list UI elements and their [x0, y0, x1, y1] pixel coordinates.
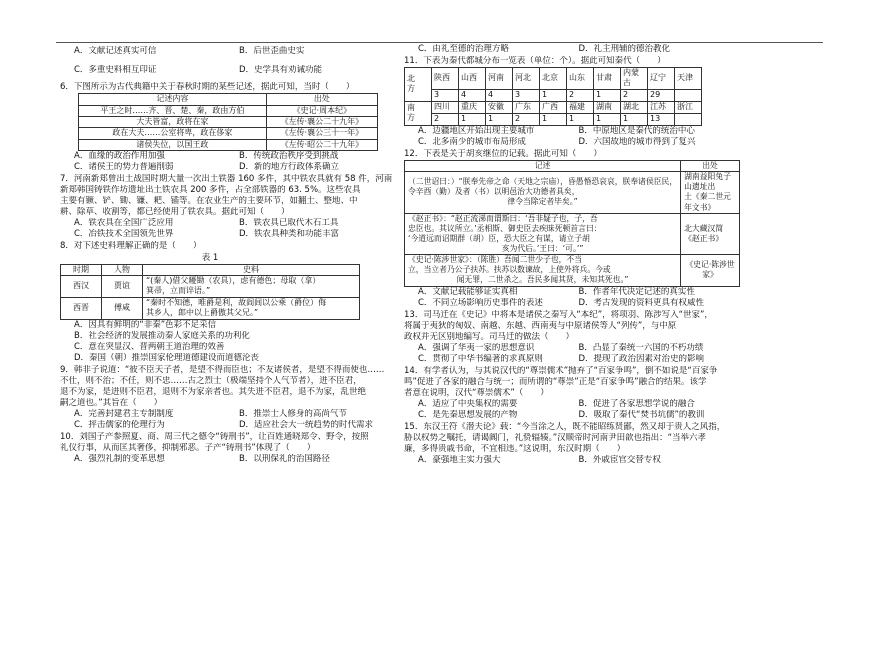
table-cell: 河北	[513, 68, 540, 90]
right-column	[404, 44, 739, 466]
table-cell: 2	[621, 89, 648, 101]
q5-options-row-2	[74, 65, 404, 76]
cell-line: 令辛酉（勤）及者（书）以明邑治大功德者具矣，	[408, 187, 580, 197]
q6-table-header-source: 出处	[266, 94, 377, 105]
q10-option-a[interactable]: A．强烈礼制的变革思想	[74, 454, 165, 465]
q9-stem-line: 退不为家，是进则不臣君，退则不为家亲者也。其失进不臣君，退不为家，乱世绝	[60, 386, 367, 397]
q11-options-row-2	[418, 137, 739, 148]
label-char: 南	[407, 102, 415, 112]
q5-option-d[interactable]: D．史学具有劝诫功能	[239, 65, 323, 76]
cell-line: 土《秦二世元年文书》	[684, 192, 731, 212]
q8-stem: 8．对下述史料理解正确的是（ ）	[60, 241, 202, 252]
q15-stem-line: 15．东汉王符《潜夫论》载：“今当涂之人，既不能昭练贤鄙，然又却于贵人之风指，	[404, 422, 726, 433]
q13-option-c[interactable]: C．贯彻了中华书编著的求真原则	[418, 353, 543, 364]
table-cell: 内蒙古	[621, 68, 648, 90]
table-cell: 29	[648, 89, 675, 101]
q10-option-c[interactable]: C．由礼至德的治理方略	[418, 44, 509, 54]
q14-options-row-2	[418, 410, 739, 421]
table-cell: 1	[594, 89, 621, 101]
q12-options-row-1	[418, 287, 739, 298]
table-cell: 1	[486, 113, 513, 125]
q7-stem-line: 主要有镢、铲、锄、镰、耙、锸等。在农业生产的主要环节，如翻土、整地、中	[60, 196, 358, 207]
q9-options-row-2	[74, 420, 404, 431]
table-cell: 辽宁	[648, 68, 675, 90]
cell-line: “(秦人)借父耰锄（农具），虑有德色；母取（拿）	[146, 275, 321, 285]
q13-option-b[interactable]: B．凸显了秦统一六国的不朽功绩	[578, 342, 704, 353]
q12-options-row-2	[418, 298, 739, 309]
table-cell: 安徽	[486, 101, 513, 113]
cell-line: （二世诏曰：）“朕奉先帝之命（天地之宗庙），昏愚惛恐哀哀，朕奉诸侯臣民，	[408, 177, 678, 187]
table-cell: 《左传·襄公二十九年》	[266, 116, 377, 127]
table-cell: 2	[432, 113, 459, 125]
q11-stem: 11．下表为秦代都城分布一览表（单位：个）。据此可知秦代（ ）	[404, 56, 666, 67]
q11-option-a[interactable]: A．边疆地区开始出现主要城市	[418, 125, 535, 136]
table-cell: 《左传·昭公二十九年》	[266, 139, 377, 150]
q15-stem-line: 胁以权势之嘱托，请谒阗门，礼贽辐辏。”汉顺帝时河南尹田歆也指出：“当举六孝	[404, 433, 707, 444]
table-cell: 4	[486, 89, 513, 101]
q9-option-b[interactable]: B．推崇士人修身的高尚气节	[239, 408, 347, 419]
q5-option-c[interactable]: C．多重史料相互印证	[74, 65, 157, 76]
q13-stem-line: 将属于夷狄的匈奴、南越、东越、西南夷与中原诸侯等人“列传”，与中原	[404, 320, 677, 331]
table-cell: 大夫皆富，政将在家	[79, 116, 267, 127]
q8-option-d[interactable]: D．秦国（朝）推崇国家伦理道德建设而道德沦丧	[74, 352, 260, 363]
q6-stem: 6．下图所示为古代典籍中关于春秋时期的某些记述，据此可知，当时（ ）	[60, 82, 355, 93]
q14-option-c[interactable]: C．是先秦思想发展的产物	[418, 410, 518, 421]
q10-option-d[interactable]: D．礼主刑辅的德治教化	[578, 44, 671, 54]
table-cell: 山东	[567, 68, 594, 90]
q14-stem-line: 14．有学者认为，与其说汉代的“尊崇儒术”抛弃了“百家争鸣”，倒不如说是“百家争	[404, 365, 718, 376]
q11-option-d[interactable]: D．六国故地的城市得到了复兴	[578, 136, 696, 147]
q11-options-row-1	[418, 126, 739, 137]
table-cell: 2	[513, 113, 540, 125]
q7-option-d[interactable]: D．铁农具种类和功能丰富	[239, 229, 340, 240]
q12-stem: 12．下表是关于胡亥继位的记载。据此可知（ ）	[404, 148, 602, 159]
cell-line: ‘今道远而诏期群（胡）臣，恐大臣之有谋，请立子胡	[408, 233, 590, 243]
q11-option-c[interactable]: C．北多南少的城市布局形成	[418, 136, 526, 147]
q11-option-b[interactable]: B．中原地区是秦代的统治中心	[578, 125, 695, 136]
label-char: 方	[407, 113, 415, 123]
cell-line: 《史记·陈涉世家》	[685, 260, 735, 280]
table-cell: 西汉	[61, 275, 102, 297]
q12-option-c[interactable]: C．不同立场影响历史事件的表述	[418, 297, 543, 308]
q9-option-c[interactable]: C．抨击儒家的伦理行为	[74, 419, 165, 430]
table-row	[79, 139, 378, 150]
table-cell: 4	[459, 89, 486, 101]
table-cell: 傅咸	[102, 297, 143, 319]
q12-header-source: 出处	[681, 161, 740, 172]
table-row	[79, 116, 378, 127]
q6-table	[78, 93, 378, 151]
q5-options-row-1	[74, 46, 404, 57]
q15-option-b[interactable]: B．外戚宦官交替专权	[578, 455, 661, 466]
q9-option-a[interactable]: A．完善封建君主专制制度	[74, 408, 174, 419]
cell-line: 《赵正书》：“赵正流涕而谓斯曰：‘吾非疑子也，子，吾	[408, 213, 598, 223]
table-cell: 3	[513, 89, 540, 101]
q5-option-b[interactable]: B．后世歪曲史实	[239, 46, 305, 56]
table-cell	[681, 213, 740, 255]
q6-options-row-2	[74, 162, 404, 173]
table-cell	[675, 113, 702, 125]
q8-table	[60, 264, 360, 320]
q12-header-record: 记述	[405, 161, 681, 172]
q15-options-row-1	[418, 455, 739, 466]
table-cell: 广西	[540, 101, 567, 113]
q8-option-b[interactable]: B．社会经济的发展推动秦人家庭关系的功利化	[74, 330, 250, 341]
cell-line: 箕帚，立而谇语。”	[146, 286, 211, 296]
table-cell: 1	[594, 113, 621, 125]
q14-option-d[interactable]: D．吸取了秦代“焚书坑儒”的教训	[578, 410, 705, 421]
table-cell: 政在大夫……公室将卑，政在侈家	[79, 128, 267, 139]
q7-stem-line: 耕、除草、收割等，都已经使用了铁农具。据此可知（ ）	[60, 207, 290, 218]
table-row	[79, 105, 378, 116]
table-cell: 江苏	[648, 101, 675, 113]
q13-options-row-2	[418, 354, 739, 365]
q8-option-c[interactable]: C．意在突显汉、晋两朝王道治理的效善	[74, 341, 225, 352]
q8-header-period: 时期	[61, 264, 102, 275]
table-cell: 13	[648, 113, 675, 125]
q9-option-d[interactable]: D．适应社会大一统趋势的时代需求	[239, 419, 374, 430]
q11-north-label	[405, 68, 432, 102]
q11-table	[404, 67, 702, 126]
table-cell: 湖南	[594, 101, 621, 113]
q14-stem-line: 者意在说明，汉代“尊崇儒术”（ ）	[404, 387, 549, 398]
table-cell: 天津	[675, 68, 702, 90]
cell-line: 《史记·陈涉世家》：（陈胜）吾闻二世少子也，不当	[408, 255, 583, 265]
cell-line: 北大藏汉简《赵正书》	[684, 223, 724, 243]
q9-stem-line: 不仕，则不治；不任，则不忠……古之烈士（极端坚持个人气节者），进不臣君，	[60, 375, 362, 386]
q10-stem-line: 礼仪行事，从而匡其奢侈，抑制邪恶。子产“铸刑书”体现了（ ）	[60, 443, 316, 454]
q7-options-row-1	[74, 218, 404, 229]
table-cell: 河南	[486, 68, 513, 90]
q6-table-header-content: 记述内容	[79, 94, 267, 105]
table-cell: 北京	[540, 68, 567, 90]
q12-option-b[interactable]: B．作者年代决定记述的真实性	[578, 286, 695, 297]
table-cell: 山西	[459, 68, 486, 90]
q8-option-a[interactable]: A．因具有鲜明的“非秦”色彩不足采信	[74, 319, 217, 330]
table-cell: 贾谊	[102, 275, 143, 297]
table-row	[405, 213, 740, 255]
q10-stem-line: 10．刘国子产参照夏、商、周三代之德令“铸刑书”，让百姓通晓郑令、野令，按照	[60, 431, 369, 442]
q9-stem-line: 嗣之道也。”其旨在（ ）	[60, 397, 163, 408]
label-char: 方	[407, 84, 415, 94]
q14-option-b[interactable]: B．促进了各家思想学说的融合	[578, 398, 695, 409]
table-cell: 湖北	[621, 101, 648, 113]
q10-options-row-2	[418, 44, 739, 55]
q15-option-a[interactable]: A．豪强地主实力强大	[418, 455, 501, 466]
q13-option-d[interactable]: D．提现了政治因素对治史的影响	[578, 353, 705, 364]
table-cell: 2	[567, 89, 594, 101]
table-row	[61, 297, 360, 319]
table-row	[61, 275, 360, 297]
q10-options-row-1	[74, 454, 404, 465]
q12-option-a[interactable]: A．文献记载能够证实真相	[418, 286, 518, 297]
q13-stem-line: 政权并无区别地编写。司马迁的做法（ ）	[404, 331, 575, 342]
q13-options-row-1	[418, 343, 739, 354]
table-cell: 1	[459, 113, 486, 125]
table-cell: 甘肃	[594, 68, 621, 90]
cell-line: 立，当立者乃公子扶苏。扶苏以数谏故，上使外将兵。今或	[408, 265, 611, 275]
table-cell: 广东	[513, 101, 540, 113]
cell-line: 其乡人，郎中以上爵傲其父兄。”	[146, 308, 259, 318]
q6-option-d[interactable]: D．新的地方行政体系确立	[239, 162, 340, 173]
table-cell	[405, 255, 681, 286]
table-cell: 浙江	[675, 101, 702, 113]
table-cell: 3	[432, 89, 459, 101]
q5-option-a[interactable]: A．文献记述真实可信	[74, 46, 157, 56]
page-top-rule	[56, 42, 823, 43]
table-row	[405, 255, 740, 286]
q8-header-source: 史料	[143, 264, 360, 275]
table-row	[79, 128, 378, 139]
table-cell: 福建	[567, 101, 594, 113]
cell-line: 湖南益阳兔子山遗址出	[684, 172, 731, 192]
q6-option-b[interactable]: B．传统政治秩序受到挑战	[239, 151, 339, 162]
q15-stem-line: 廉，多得贵戚书命，不宜相违。”这说明，东汉时期（ ）	[404, 444, 626, 455]
q13-option-a[interactable]: A．强调了华夷一家的思想意识	[418, 342, 535, 353]
table-cell: 平王之时……齐、晋、楚、秦，政由方伯	[79, 105, 267, 116]
table-cell: 陕西	[432, 68, 459, 90]
q7-options-row-2	[74, 229, 404, 240]
q11-south-label	[405, 101, 432, 125]
table-cell	[681, 255, 740, 286]
q9-options-row-1	[74, 409, 404, 420]
table-cell: 《史记·周本纪》	[266, 105, 377, 116]
cell-line: “秦时不知德，唯爵是利，故阎闾以公乘（爵位）侮	[146, 297, 327, 307]
q6-options-row-1	[74, 151, 404, 162]
q7-stem-line: 新郑韩国铸铁作坊遗址出土铁农具 200 多件，占全部铁器的 63. 5%。这些农具	[60, 185, 361, 196]
table-cell	[675, 89, 702, 101]
q12-option-d[interactable]: D．考古发现的资料更具有权威性	[578, 297, 705, 308]
table-cell: 1	[540, 113, 567, 125]
label-char: 北	[407, 74, 415, 84]
q8-table-caption: 表 1	[201, 252, 219, 263]
q14-option-a[interactable]: A．适应了中央集权的需要	[418, 398, 518, 409]
table-cell	[143, 297, 360, 319]
table-cell	[681, 172, 740, 214]
q10-option-b[interactable]: B．以刑保礼的治国路径	[239, 454, 330, 465]
q7-option-c[interactable]: C．冶铁技术全国领先世界	[74, 229, 174, 240]
q8-header-person: 人物	[102, 264, 143, 275]
table-cell	[405, 172, 681, 214]
table-cell: 四川	[432, 101, 459, 113]
q9-stem-line: 9．韩非子说道：“彼不臣天子者，是望不得而臣也；不友诸侯者，是望不得而使也……	[60, 364, 385, 375]
cell-line: 忠臣也。其议所立。’丞相斯、御史臣去疾昧死顿首言曰：	[408, 223, 602, 233]
table-cell: 重庆	[459, 101, 486, 113]
q14-stem-line: 鸣”促进了各家的融合与统一；而所谓的“尊崇”正是“百家争鸣”融合的结果。该学	[404, 376, 707, 387]
table-cell: 西晋	[61, 297, 102, 319]
table-cell: 1	[567, 113, 594, 125]
q6-option-c[interactable]: C．诸侯王的势力普遍削弱	[74, 162, 174, 173]
table-cell	[143, 275, 360, 297]
table-cell: 1	[621, 113, 648, 125]
q7-stem-line: 7．河南新郑曾出土战国时期大量一次出土铁器 160 多件，其中铁农具就有 58 件，河南	[60, 174, 393, 185]
cell-line: 律令当除定者毕矣。”	[507, 197, 578, 207]
cell-line: 闻无罪，二世杀之。吾民多闻其贤，未知其死也。”	[456, 275, 629, 285]
table-cell: 1	[540, 89, 567, 101]
q7-option-b[interactable]: B．铁农具已取代木石工具	[239, 218, 339, 229]
q14-options-row-1	[418, 399, 739, 410]
q6-option-a[interactable]: A．血缘的政治作用加强	[74, 151, 165, 162]
q12-table	[404, 160, 740, 287]
q13-stem-line: 13．司马迁在《史记》中将本是诸侯之秦写入“本纪”，将项羽、陈涉写入“世家”，	[404, 309, 713, 320]
cell-line: 亥为代后。’王曰：‘可。’”	[501, 244, 584, 254]
table-cell: 《左传·襄公三十一年》	[266, 128, 377, 139]
table-cell	[405, 213, 681, 255]
left-column	[60, 44, 404, 465]
table-row	[405, 172, 740, 214]
q7-option-a[interactable]: A．铁农具在全国广泛应用	[74, 218, 174, 229]
table-cell: 诸侯失位，以国王政	[79, 139, 267, 150]
